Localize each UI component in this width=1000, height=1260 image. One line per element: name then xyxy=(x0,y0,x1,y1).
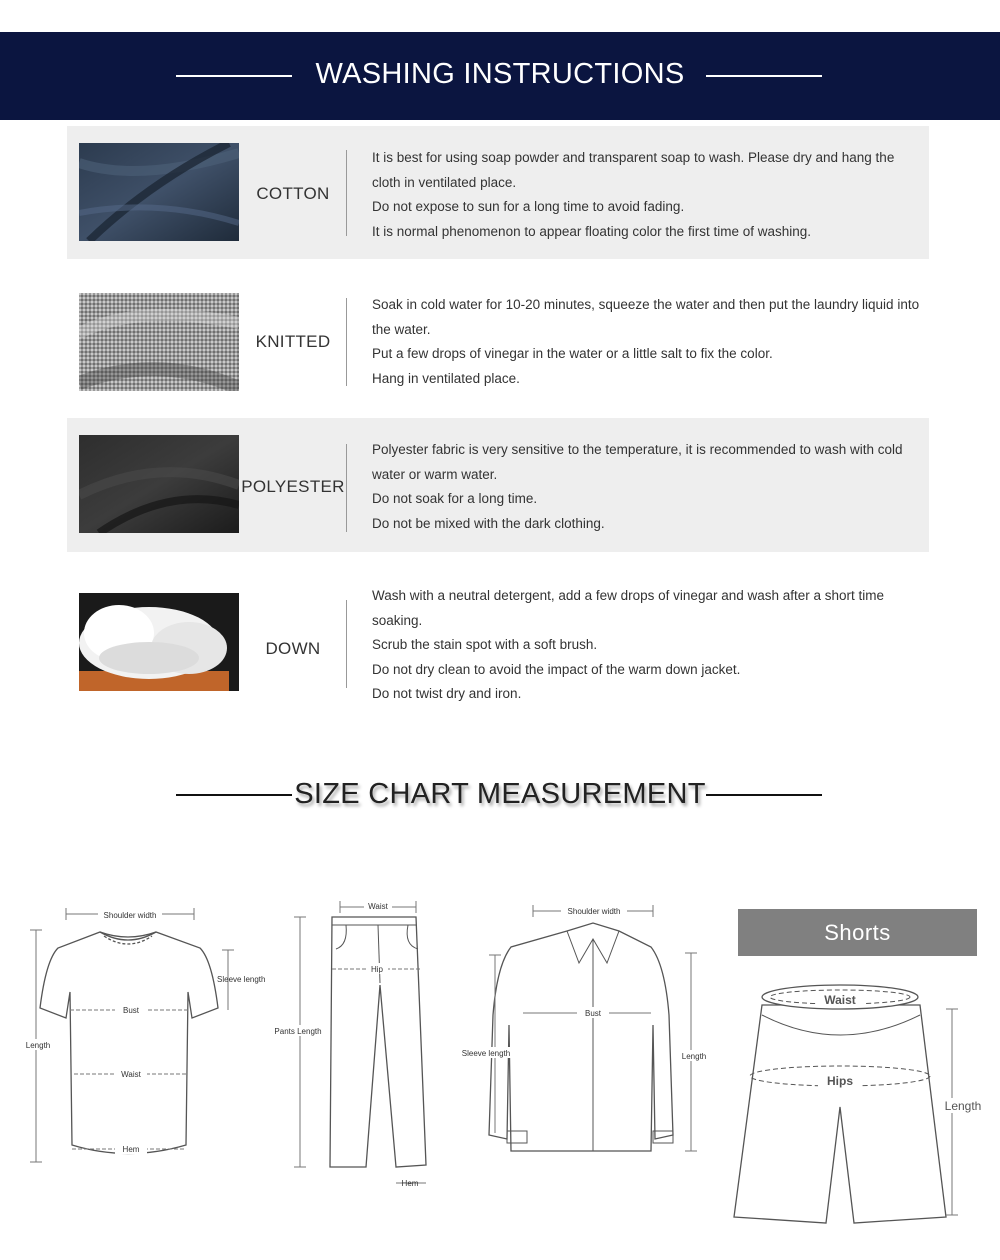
shorts-label: Shorts xyxy=(738,909,977,956)
down-instructions xyxy=(372,584,924,707)
knitted-swatch-image xyxy=(79,293,239,391)
fabric-name-knitted: KNITTED xyxy=(255,332,331,351)
cotton-instructions xyxy=(372,146,924,244)
knitted-line-1: Soak in cold water for 10-20 minutes, squeeze the water and then put the laundry liquid into the water. xyxy=(372,297,920,337)
shorts-length-label: Length xyxy=(944,1099,982,1113)
shirt-diagram xyxy=(455,895,725,1170)
down-line-4: Do not twist dry and iron. xyxy=(372,686,522,701)
down-line-2: Scrub the stain spot with a soft brush. xyxy=(372,637,598,652)
fabric-name-cotton: COTTON xyxy=(256,184,330,203)
washing-header-band xyxy=(0,32,1000,120)
divider-down xyxy=(346,600,347,688)
tshirt-waist-label: Waist xyxy=(121,1070,141,1079)
cotton-line-1: It is best for using soap powder and transparent soap to wash. Please dry and hang the cloth in ventilated place. xyxy=(372,150,895,190)
shirt-sleeve-label: Sleeve length xyxy=(461,1049,511,1058)
washing-title: WASHING INSTRUCTIONS xyxy=(315,58,685,90)
polyester-line-3: Do not be mixed with the dark clothing. xyxy=(372,515,605,531)
fabric-row-down xyxy=(67,566,929,716)
divider-cotton xyxy=(346,150,347,236)
down-line-3: Do not dry clean to avoid the impact of the warm down jacket. xyxy=(372,661,741,677)
polyester-line-1: Polyester fabric is very sensitive to the temperature, it is recommended to wash with cold water or warm water. xyxy=(372,442,903,482)
fabric-name-down: DOWN xyxy=(265,639,321,658)
tshirt-hem-label: Hem xyxy=(122,1145,140,1154)
shirt-length-label: Length xyxy=(681,1052,707,1061)
shirt-shoulder-label: Shoulder width xyxy=(567,907,621,916)
pants-waist-label: Waist xyxy=(368,902,388,911)
size-rule-right xyxy=(706,794,822,796)
knitted-instructions xyxy=(372,293,924,391)
pants-diagram xyxy=(268,895,448,1195)
tshirt-shoulder-label: Shoulder width xyxy=(103,911,157,920)
pants-length-label: Pants Length xyxy=(274,1027,322,1036)
size-chart-title: SIZE CHART MEASUREMENT xyxy=(294,778,706,810)
cotton-line-2: Do not expose to sun for a long time to avoid fading. xyxy=(372,199,685,214)
fabric-row-cotton xyxy=(67,126,929,259)
shorts-waist-label: Waist xyxy=(824,993,856,1007)
shirt-bust-label: Bust xyxy=(584,1009,602,1018)
down-swatch-image xyxy=(79,593,239,691)
polyester-line-2: Do not soak for a long time. xyxy=(372,491,538,506)
header-rule-right xyxy=(706,75,822,77)
pants-hem-label: Hem xyxy=(401,1179,419,1188)
knitted-line-3: Hang in ventilated place. xyxy=(372,370,520,386)
polyester-instructions xyxy=(372,438,924,536)
fabric-name-polyester: POLYESTER xyxy=(241,477,345,496)
tshirt-bust-label: Bust xyxy=(122,1006,140,1015)
pants-hip-label: Hip xyxy=(370,965,384,974)
down-line-1: Wash with a neutral detergent, add a few drops of vinegar and wash after a short time soaking. xyxy=(372,588,885,628)
knitted-line-2: Put a few drops of vinegar in the water or a little salt to fix the color. xyxy=(372,346,773,361)
tshirt-diagram xyxy=(20,900,280,1170)
fabric-row-polyester xyxy=(67,418,929,552)
tshirt-sleeve-label: Sleeve length xyxy=(217,975,266,984)
polyester-swatch-image xyxy=(79,435,239,533)
divider-knitted xyxy=(346,298,347,386)
divider-polyester xyxy=(346,444,347,532)
shorts-hips-label: Hips xyxy=(826,1074,854,1088)
tshirt-length-label: Length xyxy=(25,1041,51,1050)
cotton-line-3: It is normal phenomenon to appear floating color the first time of washing. xyxy=(372,223,811,239)
fabric-row-knitted xyxy=(67,272,929,406)
shorts-diagram xyxy=(728,975,1000,1230)
cotton-swatch-image xyxy=(79,143,239,241)
